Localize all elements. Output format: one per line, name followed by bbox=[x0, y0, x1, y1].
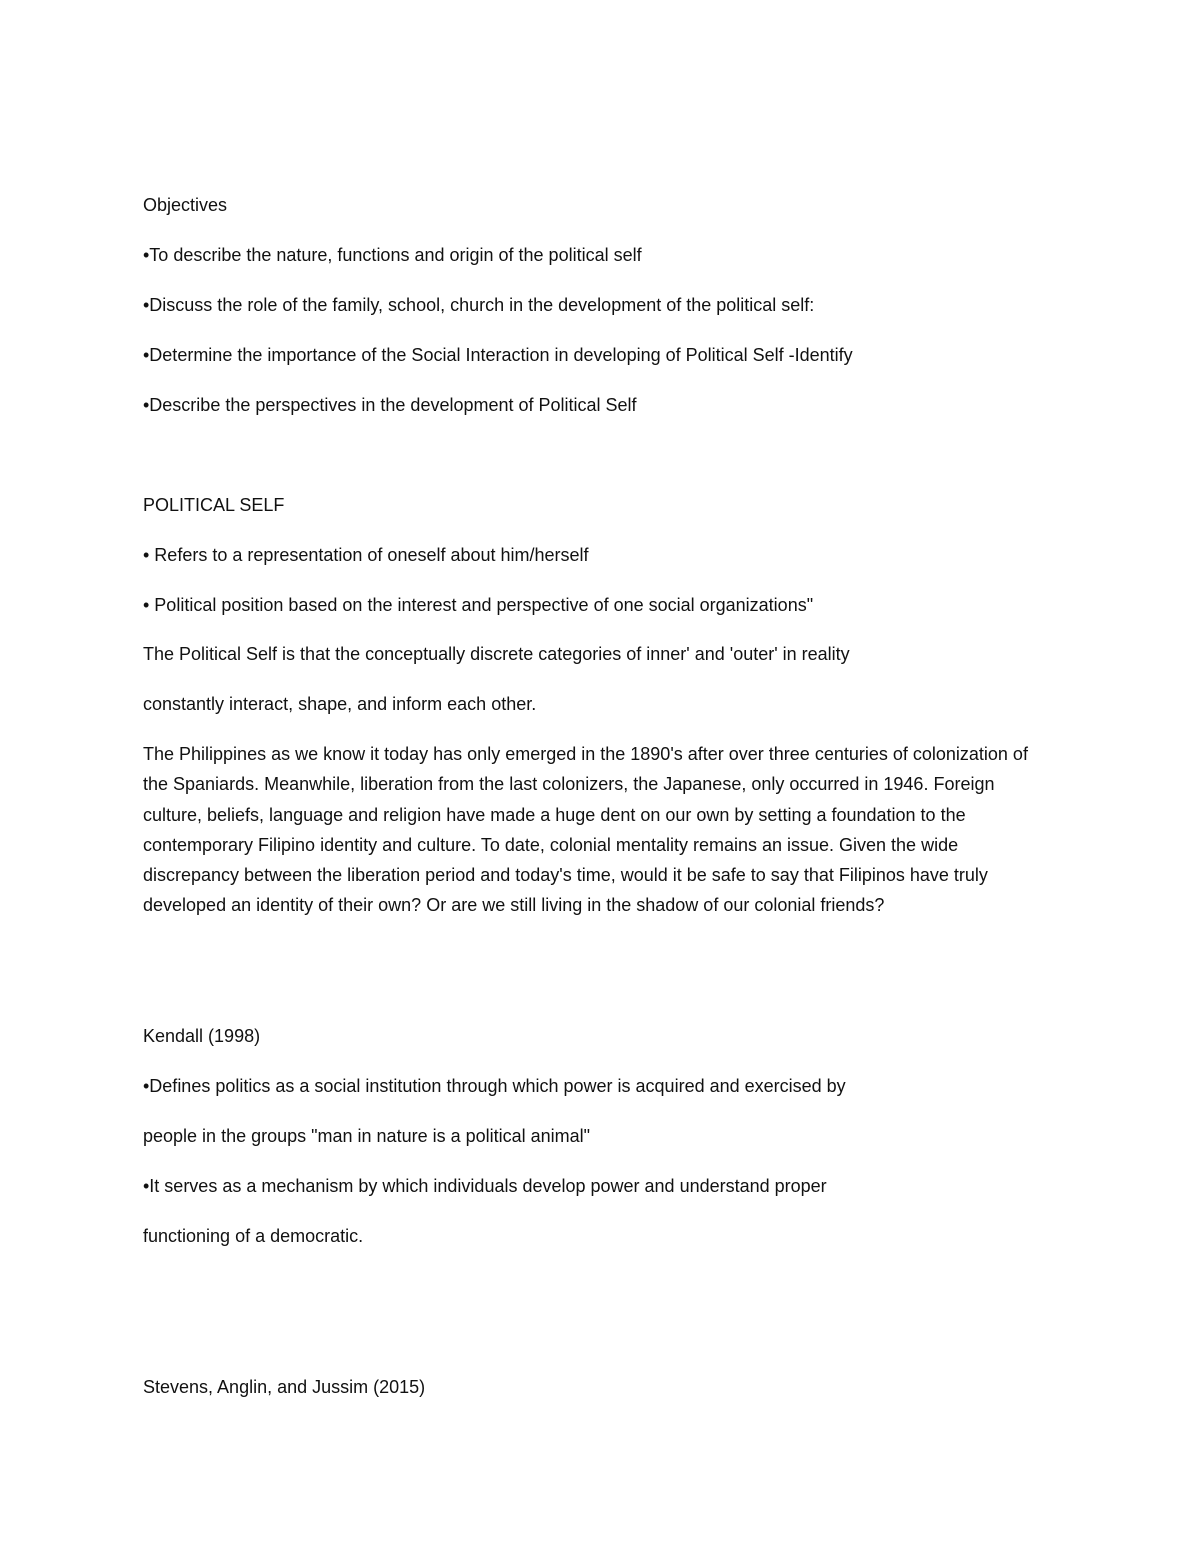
stevens-heading: Stevens, Anglin, and Jussim (2015) bbox=[143, 1377, 426, 1397]
kendall-line: •Defines politics as a social institution through which power is acquired and exercised by bbox=[143, 1076, 846, 1096]
objectives-heading: Objectives bbox=[143, 195, 228, 215]
kendall-heading: Kendall (1998) bbox=[143, 1026, 261, 1046]
definition-line: The Political Self is that the conceptually discrete categories of inner' and 'outer' in reality bbox=[143, 644, 850, 664]
objective-item: •Determine the importance of the Social Interaction in developing of Political Self -Identify bbox=[143, 345, 853, 365]
objective-item: •To describe the nature, functions and origin of the political self bbox=[143, 245, 642, 265]
political-self-bullet: • Political position based on the interest and perspective of one social organizations" bbox=[143, 595, 814, 615]
objective-item: •Describe the perspectives in the development of Political Self bbox=[143, 395, 637, 415]
political-self-heading: POLITICAL SELF bbox=[143, 495, 285, 515]
kendall-line: functioning of a democratic. bbox=[143, 1226, 364, 1246]
objective-item: •Discuss the role of the family, school, church in the development of the political self: bbox=[143, 295, 815, 315]
philippines-paragraph: The Philippines as we know it today has only emerged in the 1890's after over three centuries of colonization of the Spaniards. Meanwhile, liberation from the last colonizers, the Japanese, only occurred in 1946. Foreign culture, beliefs, language and religion have made a huge dent on our own by setting a foundation to the contemporary Filipino identity and culture. To date, colonial mentality remains an issue. Given the wide discrepancy between the liberation period and today's time, would it be safe to say that Filipinos have truly developed an identity of their own? Or are we still living in the shadow of our colonial friends? bbox=[143, 744, 1028, 916]
definition-line: constantly interact, shape, and inform each other. bbox=[143, 694, 537, 714]
kendall-line: people in the groups "man in nature is a political animal" bbox=[143, 1126, 591, 1146]
political-self-bullet: • Refers to a representation of oneself about him/herself bbox=[143, 545, 589, 565]
kendall-line: •It serves as a mechanism by which individuals develop power and understand proper bbox=[143, 1176, 827, 1196]
